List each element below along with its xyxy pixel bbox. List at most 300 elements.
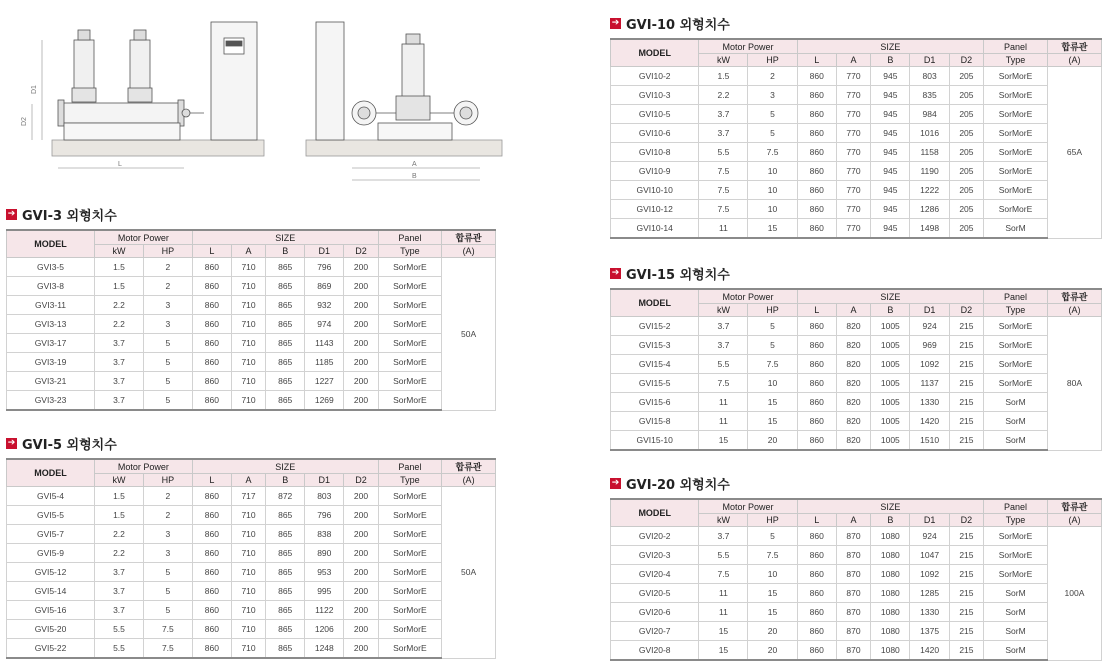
table-row <box>611 412 1102 431</box>
col-header-hp: HP <box>748 54 797 67</box>
cell-hp: 15 <box>748 219 797 239</box>
cell-model: GVI15-8 <box>611 412 699 431</box>
table-row <box>611 641 1102 661</box>
cell-hp: 2 <box>143 487 192 506</box>
col-header-d2: D2 <box>344 245 378 258</box>
cell-b: 865 <box>266 334 305 353</box>
section-gvi10 <box>610 14 1102 239</box>
cell-d2: 215 <box>949 527 983 546</box>
cell-hp: 3 <box>143 296 192 315</box>
cell-model: GVI3-13 <box>7 315 95 334</box>
cell-model: GVI10-8 <box>611 143 699 162</box>
section-title-text: GVI-5 외형치수 <box>22 437 117 453</box>
cell-kw: 2.2 <box>95 544 144 563</box>
cell-model: GVI5-12 <box>7 563 95 582</box>
cell-l: 860 <box>192 544 231 563</box>
col-header-d1: D1 <box>910 514 949 527</box>
cell-a: 770 <box>836 67 870 86</box>
cell-l: 860 <box>797 431 836 451</box>
cell-d2: 215 <box>949 393 983 412</box>
cell-kw: 11 <box>699 393 748 412</box>
table-row <box>7 353 496 372</box>
cell-panel-type: SorMorE <box>378 582 442 601</box>
cell-l: 860 <box>192 563 231 582</box>
col-header-a: A <box>231 245 265 258</box>
cell-model: GVI10-14 <box>611 219 699 239</box>
dim-label-d2: D2 <box>21 117 28 126</box>
cell-l: 860 <box>192 639 231 659</box>
cell-l: 860 <box>797 641 836 661</box>
cell-d1: 1137 <box>910 374 949 393</box>
table-row <box>7 582 496 601</box>
cell-hp: 10 <box>748 181 797 200</box>
table-row <box>611 317 1102 336</box>
cell-b: 865 <box>266 544 305 563</box>
col-header-kw: kW <box>699 54 748 67</box>
cell-kw: 1.5 <box>95 258 144 277</box>
cell-hp: 7.5 <box>143 620 192 639</box>
cell-a: 770 <box>836 105 870 124</box>
table-row <box>7 372 496 391</box>
spec-table <box>610 288 1102 451</box>
cell-panel-type: SorMorE <box>378 372 442 391</box>
cell-model: GVI3-23 <box>7 391 95 411</box>
table-row <box>611 67 1102 86</box>
cell-kw: 5.5 <box>699 143 748 162</box>
cell-panel-type: SorM <box>984 603 1048 622</box>
col-header-d1: D1 <box>910 54 949 67</box>
cell-b: 1005 <box>871 431 910 451</box>
table-row <box>611 584 1102 603</box>
cell-d1: 1286 <box>910 200 949 219</box>
cell-d2: 215 <box>949 584 983 603</box>
cell-d2: 205 <box>949 200 983 219</box>
col-header-size: SIZE <box>797 39 984 54</box>
arrow-right-icon: ➔ <box>611 267 620 278</box>
table-row <box>7 277 496 296</box>
cell-model: GVI20-3 <box>611 546 699 565</box>
cell-d2: 205 <box>949 143 983 162</box>
cell-kw: 7.5 <box>699 162 748 181</box>
cell-a: 717 <box>231 487 265 506</box>
cell-b: 1080 <box>871 565 910 584</box>
cell-d1: 796 <box>305 506 344 525</box>
cell-d2: 200 <box>344 487 378 506</box>
cell-d2: 215 <box>949 622 983 641</box>
cell-b: 945 <box>871 143 910 162</box>
cell-pipe-size: 80A <box>1047 317 1101 451</box>
col-header-size: SIZE <box>192 459 378 474</box>
table-row <box>611 86 1102 105</box>
cell-model: GVI15-10 <box>611 431 699 451</box>
cell-l: 860 <box>797 527 836 546</box>
cell-a: 710 <box>231 582 265 601</box>
col-header-panel: Panel <box>378 459 442 474</box>
cell-l: 860 <box>192 258 231 277</box>
cell-kw: 1.5 <box>95 487 144 506</box>
cell-panel-type: SorMorE <box>378 391 442 411</box>
cell-b: 1080 <box>871 622 910 641</box>
cell-d1: 1269 <box>305 391 344 411</box>
cell-l: 860 <box>797 86 836 105</box>
cell-panel-type: SorMorE <box>984 546 1048 565</box>
cell-d2: 215 <box>949 412 983 431</box>
cell-b: 865 <box>266 601 305 620</box>
cell-b: 945 <box>871 200 910 219</box>
cell-b: 945 <box>871 181 910 200</box>
cell-hp: 2 <box>748 67 797 86</box>
arrow-right-icon: ➔ <box>611 477 620 488</box>
cell-d1: 1143 <box>305 334 344 353</box>
cell-d1: 1375 <box>910 622 949 641</box>
cell-panel-type: SorMorE <box>984 355 1048 374</box>
cell-l: 860 <box>797 374 836 393</box>
col-header-b: B <box>266 474 305 487</box>
cell-model: GVI5-5 <box>7 506 95 525</box>
cell-l: 860 <box>797 124 836 143</box>
cell-b: 945 <box>871 162 910 181</box>
col-header-size: SIZE <box>192 230 378 245</box>
cell-a: 770 <box>836 219 870 239</box>
cell-a: 710 <box>231 506 265 525</box>
col-header-b: B <box>871 514 910 527</box>
cell-d1: 1330 <box>910 603 949 622</box>
cell-d2: 200 <box>344 315 378 334</box>
cell-d2: 205 <box>949 67 983 86</box>
cell-a: 770 <box>836 200 870 219</box>
cell-d2: 200 <box>344 639 378 659</box>
dim-label-d1: D1 <box>31 85 38 94</box>
col-header-b: B <box>871 304 910 317</box>
cell-b: 865 <box>266 563 305 582</box>
cell-kw: 3.7 <box>95 582 144 601</box>
cell-hp: 5 <box>143 601 192 620</box>
col-header-l: L <box>797 54 836 67</box>
cell-hp: 5 <box>748 124 797 143</box>
cell-d2: 215 <box>949 546 983 565</box>
cell-l: 860 <box>192 582 231 601</box>
cell-model: GVI5-14 <box>7 582 95 601</box>
col-header-a: A <box>231 474 265 487</box>
cell-hp: 5 <box>748 336 797 355</box>
cell-d1: 969 <box>910 336 949 355</box>
arrow-right-icon: ➔ <box>7 208 16 219</box>
cell-d1: 835 <box>910 86 949 105</box>
cell-panel-type: SorMorE <box>378 544 442 563</box>
cell-kw: 15 <box>699 641 748 661</box>
cell-panel-type: SorMorE <box>984 336 1048 355</box>
cell-panel-type: SorMorE <box>984 67 1048 86</box>
cell-a: 710 <box>231 544 265 563</box>
cell-panel-type: SorMorE <box>378 563 442 582</box>
cell-hp: 7.5 <box>748 355 797 374</box>
cell-model: GVI5-7 <box>7 525 95 544</box>
cell-hp: 2 <box>143 506 192 525</box>
col-header-hp: HP <box>143 474 192 487</box>
cell-kw: 5.5 <box>699 355 748 374</box>
dim-label-l: L <box>118 161 122 168</box>
cell-l: 860 <box>797 67 836 86</box>
col-header-type: Type <box>984 54 1048 67</box>
col-header-l: L <box>192 245 231 258</box>
cell-d2: 215 <box>949 317 983 336</box>
table-row <box>7 601 496 620</box>
table-row <box>7 620 496 639</box>
cell-l: 860 <box>797 355 836 374</box>
cell-a: 710 <box>231 277 265 296</box>
cell-a: 710 <box>231 525 265 544</box>
cell-kw: 3.7 <box>95 334 144 353</box>
cell-hp: 20 <box>748 641 797 661</box>
cell-l: 860 <box>797 181 836 200</box>
cell-model: GVI3-11 <box>7 296 95 315</box>
cell-panel-type: SorMorE <box>984 565 1048 584</box>
cell-kw: 1.5 <box>699 67 748 86</box>
col-header-pipe-unit: (A) <box>442 245 496 258</box>
cell-hp: 5 <box>143 353 192 372</box>
cell-b: 865 <box>266 277 305 296</box>
cell-d2: 215 <box>949 431 983 451</box>
cell-a: 710 <box>231 372 265 391</box>
col-header-d2: D2 <box>949 304 983 317</box>
cell-kw: 1.5 <box>95 277 144 296</box>
cell-model: GVI10-6 <box>611 124 699 143</box>
cell-d2: 205 <box>949 124 983 143</box>
section-title-text: GVI-15 외형치수 <box>626 267 730 283</box>
cell-model: GVI10-10 <box>611 181 699 200</box>
cell-d1: 1285 <box>910 584 949 603</box>
cell-hp: 20 <box>748 431 797 451</box>
cell-d1: 796 <box>305 258 344 277</box>
section-title <box>610 474 1102 492</box>
cell-hp: 20 <box>748 622 797 641</box>
cell-b: 1080 <box>871 603 910 622</box>
cell-hp: 5 <box>143 334 192 353</box>
cell-panel-type: SorMorE <box>378 258 442 277</box>
cell-d2: 215 <box>949 355 983 374</box>
cell-pipe-size: 65A <box>1047 67 1101 239</box>
cell-a: 820 <box>836 393 870 412</box>
cell-d2: 215 <box>949 565 983 584</box>
col-header-pipe: 합류관 <box>1047 499 1101 514</box>
cell-panel-type: SorMorE <box>984 527 1048 546</box>
section-gvi5 <box>6 434 496 659</box>
cell-d1: 1420 <box>910 412 949 431</box>
cell-b: 1080 <box>871 641 910 661</box>
header-row <box>611 499 1102 514</box>
cell-hp: 5 <box>748 105 797 124</box>
dim-label-a: A <box>412 161 417 168</box>
cell-model: GVI15-4 <box>611 355 699 374</box>
cell-d1: 995 <box>305 582 344 601</box>
cell-d2: 205 <box>949 181 983 200</box>
cell-d2: 200 <box>344 582 378 601</box>
table-row <box>611 355 1102 374</box>
cell-kw: 3.7 <box>95 372 144 391</box>
col-header-type: Type <box>984 304 1048 317</box>
cell-kw: 11 <box>699 603 748 622</box>
cell-a: 710 <box>231 563 265 582</box>
pump-assembly-drawing <box>0 0 520 200</box>
cell-panel-type: SorMorE <box>984 105 1048 124</box>
cell-model: GVI20-6 <box>611 603 699 622</box>
col-header-pipe: 합류관 <box>1047 39 1101 54</box>
cell-a: 710 <box>231 639 265 659</box>
cell-panel-type: SorMorE <box>984 374 1048 393</box>
cell-kw: 7.5 <box>699 565 748 584</box>
cell-d1: 1206 <box>305 620 344 639</box>
cell-a: 820 <box>836 431 870 451</box>
cell-pipe-size: 50A <box>442 487 496 659</box>
cell-pipe-size: 50A <box>442 258 496 411</box>
cell-a: 820 <box>836 412 870 431</box>
cell-d1: 1122 <box>305 601 344 620</box>
table-row <box>7 525 496 544</box>
table-row <box>7 506 496 525</box>
col-header-panel: Panel <box>984 289 1048 304</box>
cell-panel-type: SorMorE <box>378 601 442 620</box>
cell-model: GVI10-3 <box>611 86 699 105</box>
cell-hp: 5 <box>143 563 192 582</box>
cell-b: 1080 <box>871 584 910 603</box>
cell-model: GVI3-5 <box>7 258 95 277</box>
cell-hp: 7.5 <box>748 143 797 162</box>
col-header-pipe: 합류관 <box>442 459 496 474</box>
cell-model: GVI20-7 <box>611 622 699 641</box>
cell-panel-type: SorMorE <box>378 296 442 315</box>
cell-kw: 7.5 <box>699 374 748 393</box>
section-gvi20 <box>610 474 1102 661</box>
cell-panel-type: SorM <box>984 622 1048 641</box>
cell-d1: 953 <box>305 563 344 582</box>
table-row <box>611 336 1102 355</box>
cell-b: 865 <box>266 620 305 639</box>
cell-d2: 200 <box>344 372 378 391</box>
cell-d2: 200 <box>344 296 378 315</box>
cell-hp: 5 <box>748 317 797 336</box>
cell-model: GVI15-3 <box>611 336 699 355</box>
section-title <box>6 205 496 223</box>
cell-model: GVI20-8 <box>611 641 699 661</box>
cell-model: GVI10-12 <box>611 200 699 219</box>
cell-d1: 1510 <box>910 431 949 451</box>
cell-panel-type: SorMorE <box>378 639 442 659</box>
cell-b: 872 <box>266 487 305 506</box>
cell-a: 870 <box>836 527 870 546</box>
cell-b: 1080 <box>871 527 910 546</box>
cell-hp: 5 <box>748 527 797 546</box>
cell-kw: 2.2 <box>95 525 144 544</box>
cell-panel-type: SorMorE <box>378 277 442 296</box>
cell-b: 945 <box>871 219 910 239</box>
cell-model: GVI20-4 <box>611 565 699 584</box>
col-header-d1: D1 <box>305 245 344 258</box>
table-row <box>7 391 496 411</box>
header-row <box>7 459 496 474</box>
col-header-model: MODEL <box>7 459 95 487</box>
col-header-model: MODEL <box>611 39 699 67</box>
table-row <box>7 334 496 353</box>
table-row <box>611 546 1102 565</box>
cell-a: 870 <box>836 622 870 641</box>
header-row <box>7 230 496 245</box>
cell-b: 1005 <box>871 355 910 374</box>
section-title-text: GVI-3 외형치수 <box>22 208 117 224</box>
table-row <box>611 374 1102 393</box>
cell-b: 1005 <box>871 412 910 431</box>
cell-model: GVI5-22 <box>7 639 95 659</box>
cell-l: 860 <box>192 601 231 620</box>
cell-model: GVI10-9 <box>611 162 699 181</box>
cell-hp: 10 <box>748 162 797 181</box>
cell-d2: 200 <box>344 258 378 277</box>
cell-l: 860 <box>797 143 836 162</box>
cell-hp: 15 <box>748 412 797 431</box>
cell-d1: 1092 <box>910 355 949 374</box>
cell-d1: 803 <box>910 67 949 86</box>
cell-b: 865 <box>266 525 305 544</box>
cell-a: 820 <box>836 336 870 355</box>
col-header-kw: kW <box>699 514 748 527</box>
cell-l: 860 <box>192 277 231 296</box>
cell-d2: 205 <box>949 86 983 105</box>
table-row <box>611 124 1102 143</box>
cell-hp: 15 <box>748 584 797 603</box>
cell-model: GVI15-5 <box>611 374 699 393</box>
col-header-type: Type <box>378 474 442 487</box>
cell-b: 1080 <box>871 546 910 565</box>
section-title-text: GVI-20 외형치수 <box>626 477 730 493</box>
col-header-d2: D2 <box>949 54 983 67</box>
table-row <box>611 393 1102 412</box>
table-row <box>611 431 1102 451</box>
cell-hp: 3 <box>143 315 192 334</box>
cell-kw: 3.7 <box>95 391 144 411</box>
cell-b: 865 <box>266 258 305 277</box>
cell-l: 860 <box>797 584 836 603</box>
cell-panel-type: SorMorE <box>378 353 442 372</box>
cell-kw: 2.2 <box>95 296 144 315</box>
cell-kw: 15 <box>699 431 748 451</box>
cell-kw: 3.7 <box>95 601 144 620</box>
cell-kw: 11 <box>699 584 748 603</box>
cell-kw: 3.7 <box>699 317 748 336</box>
col-header-pipe-unit: (A) <box>1047 514 1101 527</box>
table-row <box>7 544 496 563</box>
cell-l: 860 <box>192 334 231 353</box>
cell-a: 710 <box>231 258 265 277</box>
cell-panel-type: SorMorE <box>378 620 442 639</box>
cell-l: 860 <box>797 200 836 219</box>
cell-a: 870 <box>836 603 870 622</box>
col-header-motor-power: Motor Power <box>699 39 797 54</box>
cell-l: 860 <box>192 372 231 391</box>
cell-l: 860 <box>797 603 836 622</box>
cell-a: 870 <box>836 641 870 661</box>
cell-kw: 11 <box>699 219 748 239</box>
col-header-a: A <box>836 54 870 67</box>
dim-label-b: B <box>412 173 417 180</box>
cell-panel-type: SorMorE <box>984 143 1048 162</box>
cell-model: GVI5-9 <box>7 544 95 563</box>
cell-a: 820 <box>836 355 870 374</box>
cell-b: 1005 <box>871 336 910 355</box>
cell-panel-type: SorM <box>984 641 1048 661</box>
col-header-motor-power: Motor Power <box>699 499 797 514</box>
cell-pipe-size: 100A <box>1047 527 1101 661</box>
cell-l: 860 <box>192 296 231 315</box>
col-header-l: L <box>797 304 836 317</box>
